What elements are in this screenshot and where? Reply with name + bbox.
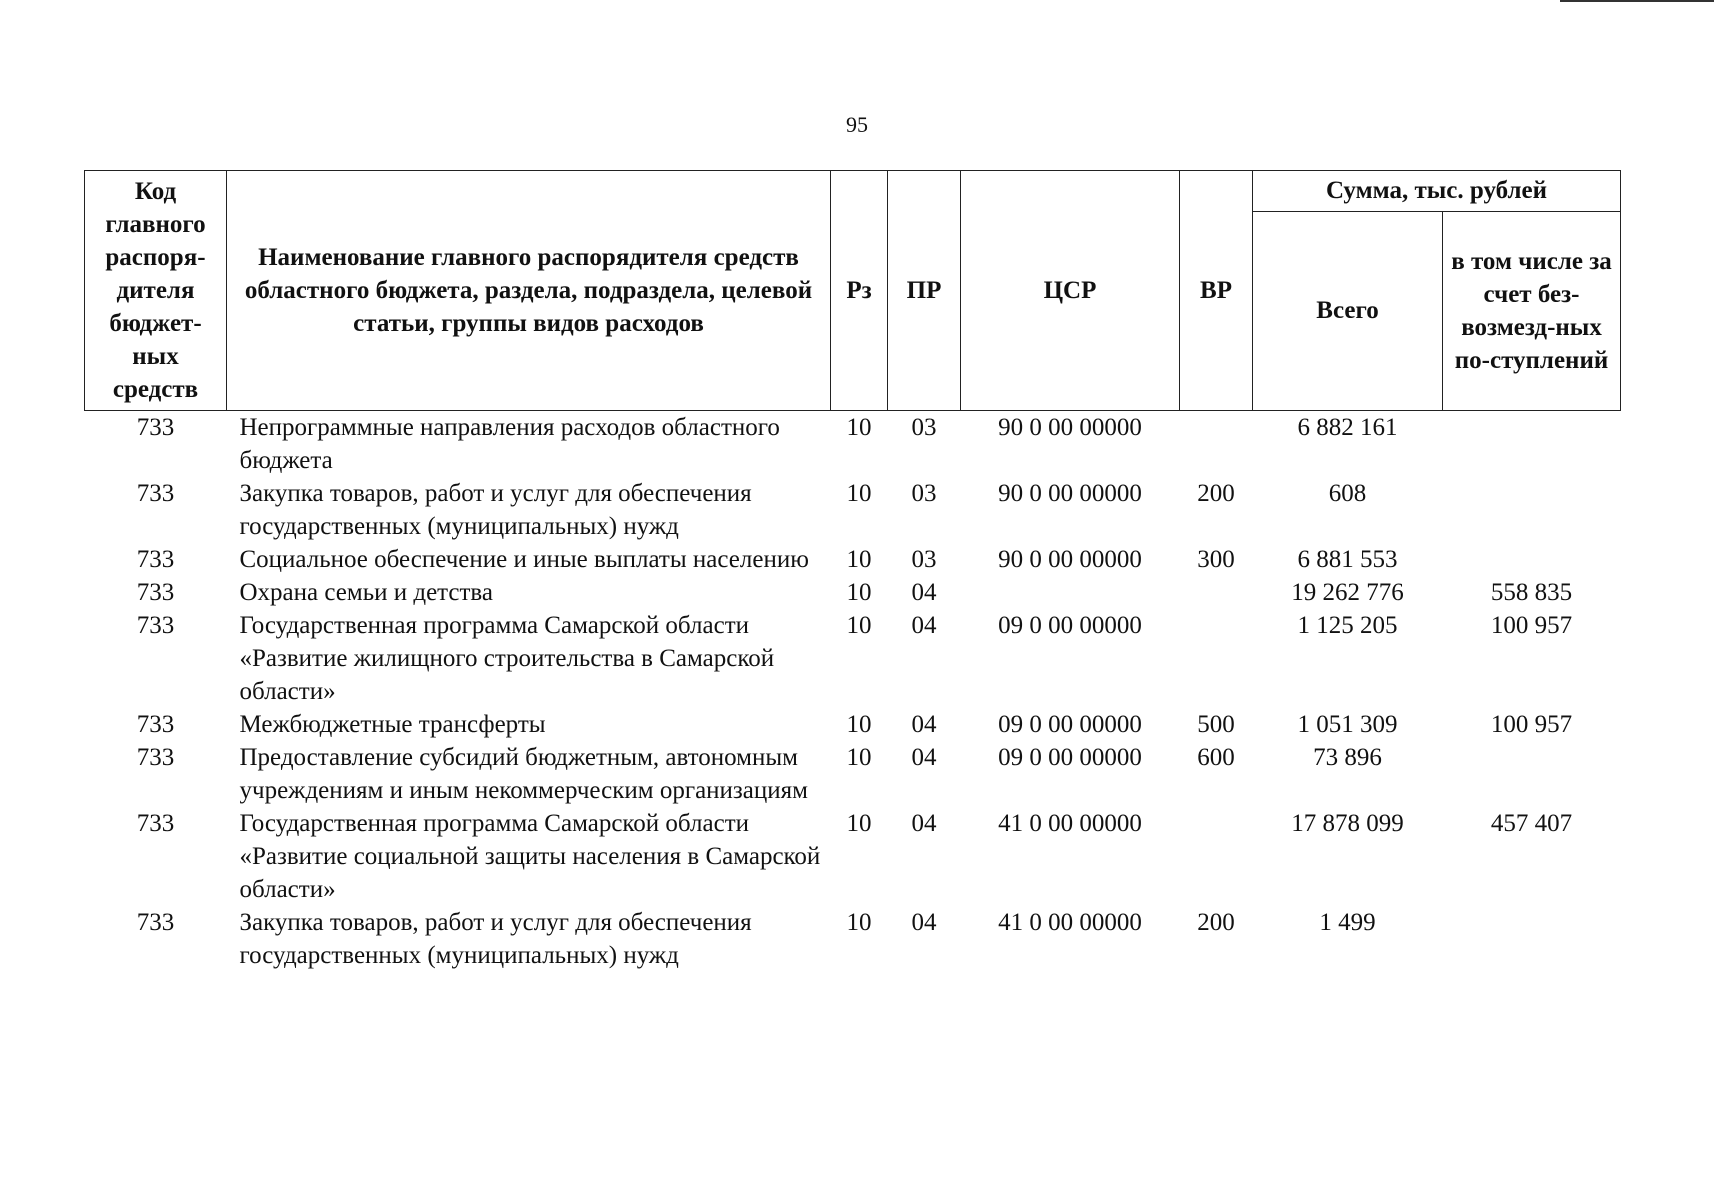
cell-csr: 09 0 00 00000 bbox=[998, 744, 1142, 771]
cell-rz: 10 bbox=[846, 546, 872, 573]
header-rz: Рз bbox=[831, 171, 888, 411]
cell-pr: 04 bbox=[911, 810, 937, 837]
table-row bbox=[85, 906, 1621, 972]
cell-vr bbox=[1180, 576, 1253, 609]
header-vr: ВР bbox=[1180, 171, 1253, 411]
cell-name: Охрана семьи и детства bbox=[239, 579, 493, 606]
cell-name: Предоставление субсидий бюджетным, автономным учреждениям и иным некоммерческим организациям bbox=[239, 744, 808, 804]
cell-code: 733 bbox=[136, 579, 175, 606]
table-row bbox=[85, 477, 1621, 543]
cell-csr: 90 0 00 00000 bbox=[998, 546, 1142, 573]
header-total: Всего bbox=[1253, 211, 1443, 410]
cell-code: 733 bbox=[136, 414, 175, 441]
cell-csr: 41 0 00 00000 bbox=[998, 810, 1142, 837]
table-row bbox=[85, 609, 1621, 708]
cell-pr: 03 bbox=[911, 546, 937, 573]
cell-free bbox=[1443, 741, 1621, 807]
table-body bbox=[85, 411, 1621, 973]
cell-code: 733 bbox=[136, 480, 175, 507]
cell-code: 733 bbox=[136, 612, 175, 639]
cell-free: 100 957 bbox=[1490, 612, 1573, 639]
cell-name: Государственная программа Самарской области «Развитие жилищного строительства в Самарской области» bbox=[239, 612, 775, 705]
cell-rz: 10 bbox=[846, 744, 872, 771]
cell-code: 733 bbox=[136, 810, 175, 837]
cell-vr: 200 bbox=[1197, 480, 1235, 507]
cell-code: 733 bbox=[136, 744, 175, 771]
table-row bbox=[85, 708, 1621, 741]
cell-name: Межбюджетные трансферты bbox=[239, 711, 546, 738]
cell-vr: 200 bbox=[1197, 909, 1235, 936]
cell-vr bbox=[1180, 411, 1253, 478]
cell-total: 6 882 161 bbox=[1297, 414, 1398, 441]
cell-vr: 300 bbox=[1197, 546, 1235, 573]
cell-name: Закупка товаров, работ и услуг для обеспечения государственных (муниципальных) нужд bbox=[239, 909, 752, 969]
table-row bbox=[85, 741, 1621, 807]
cell-rz: 10 bbox=[846, 612, 872, 639]
cell-rz: 10 bbox=[846, 414, 872, 441]
header-sum: Сумма, тыс. рублей bbox=[1253, 171, 1621, 212]
cell-total: 19 262 776 bbox=[1291, 579, 1404, 606]
cell-name: Государственная программа Самарской области «Развитие социальной защиты населения в Самарской области» bbox=[239, 810, 821, 903]
cell-total: 17 878 099 bbox=[1291, 810, 1404, 837]
scan-edge-line bbox=[1560, 0, 1714, 2]
cell-free bbox=[1443, 411, 1621, 478]
table-row bbox=[85, 576, 1621, 609]
header-csr: ЦСР bbox=[961, 171, 1180, 411]
cell-code: 733 bbox=[136, 546, 175, 573]
cell-total: 6 881 553 bbox=[1297, 546, 1398, 573]
cell-pr: 04 bbox=[911, 909, 937, 936]
cell-rz: 10 bbox=[846, 579, 872, 606]
cell-code: 733 bbox=[136, 711, 175, 738]
cell-free bbox=[1443, 477, 1621, 543]
cell-total: 608 bbox=[1328, 480, 1367, 507]
cell-pr: 04 bbox=[911, 744, 937, 771]
cell-free bbox=[1443, 906, 1621, 972]
table-row bbox=[85, 411, 1621, 478]
cell-total: 73 896 bbox=[1313, 744, 1382, 771]
cell-csr: 90 0 00 00000 bbox=[998, 480, 1142, 507]
cell-free: 100 957 bbox=[1490, 711, 1573, 738]
cell-name: Социальное обеспечение и иные выплаты населению bbox=[239, 546, 809, 573]
cell-csr: 09 0 00 00000 bbox=[998, 711, 1142, 738]
cell-pr: 04 bbox=[911, 579, 937, 606]
cell-pr: 04 bbox=[911, 711, 937, 738]
cell-vr: 600 bbox=[1197, 744, 1235, 771]
cell-pr: 03 bbox=[911, 480, 937, 507]
cell-csr: 41 0 00 00000 bbox=[998, 909, 1142, 936]
cell-name: Закупка товаров, работ и услуг для обеспечения государственных (муниципальных) нужд bbox=[239, 480, 752, 540]
table-row bbox=[85, 543, 1621, 576]
cell-rz: 10 bbox=[846, 909, 872, 936]
header-pr: ПР bbox=[888, 171, 961, 411]
cell-csr bbox=[961, 576, 1180, 609]
cell-pr: 03 bbox=[911, 414, 937, 441]
cell-pr: 04 bbox=[911, 612, 937, 639]
cell-csr: 09 0 00 00000 bbox=[998, 612, 1142, 639]
table-header bbox=[85, 171, 1621, 411]
cell-rz: 10 bbox=[846, 480, 872, 507]
cell-vr bbox=[1180, 807, 1253, 906]
cell-name: Непрограммные направления расходов областного бюджета bbox=[239, 414, 780, 474]
cell-free bbox=[1443, 543, 1621, 576]
header-name: Наименование главного распорядителя средств областного бюджета, раздела, подраздела, целевой статьи, группы видов расходов bbox=[227, 171, 831, 411]
cell-total: 1 125 205 bbox=[1297, 612, 1398, 639]
cell-total: 1 051 309 bbox=[1297, 711, 1398, 738]
cell-csr: 90 0 00 00000 bbox=[998, 414, 1142, 441]
cell-total: 1 499 bbox=[1319, 909, 1376, 936]
cell-rz: 10 bbox=[846, 711, 872, 738]
cell-free: 457 407 bbox=[1490, 810, 1573, 837]
budget-table bbox=[84, 170, 1621, 972]
header-free: в том числе за счет без-возмезд-ных по-ступлений bbox=[1443, 211, 1621, 410]
header-code: Код главного распоря-дителя бюджет-ных средств bbox=[85, 171, 227, 411]
cell-vr bbox=[1180, 609, 1253, 708]
cell-vr: 500 bbox=[1197, 711, 1235, 738]
cell-rz: 10 bbox=[846, 810, 872, 837]
table-row bbox=[85, 807, 1621, 906]
page-number: 95 bbox=[846, 112, 868, 137]
cell-code: 733 bbox=[136, 909, 175, 936]
cell-free: 558 835 bbox=[1490, 579, 1573, 606]
